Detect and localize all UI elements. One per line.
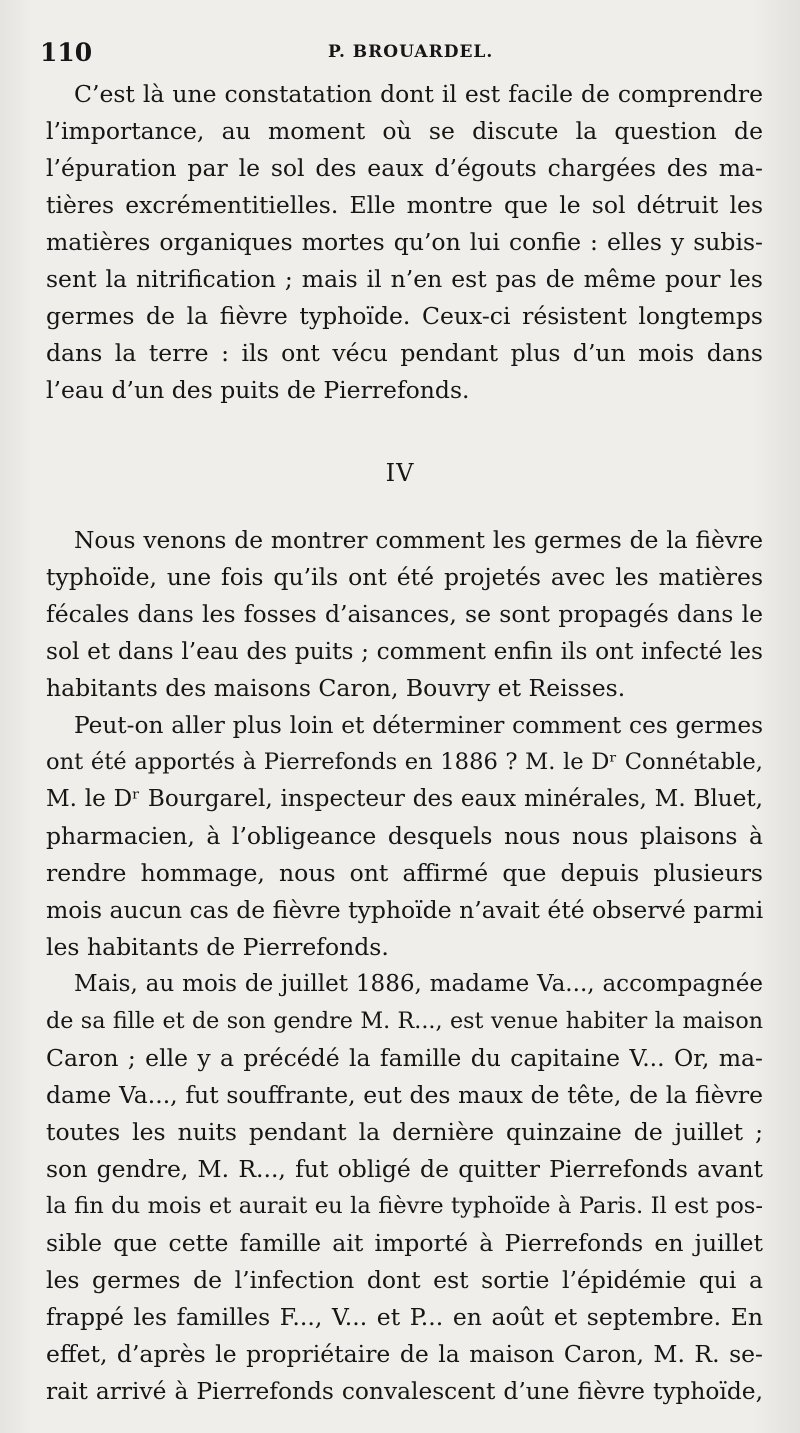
paragraph-4: [46, 966, 763, 1410]
text-line: frappé les familles F..., V... et P... en août et septembre. En: [46, 1303, 763, 1331]
section-heading: IV: [385, 459, 415, 487]
text-line: pharmacien, à l’obligeance desquels nous nous plaisons à: [46, 822, 763, 850]
text-line: l’importance, au moment où se discute la question de: [46, 117, 763, 145]
text-line: rendre hommage, nous ont affirmé que depuis plusieurs: [46, 859, 763, 887]
text-line: toutes les nuits pendant la dernière quinzaine de juillet ;: [46, 1118, 763, 1146]
text-line: fécales dans les fosses d’aisances, se sont propagés dans le: [46, 600, 763, 628]
text-line: l’eau d’un des puits de Pierrefonds.: [46, 376, 470, 404]
text-line: Mais, au mois de juillet 1886, madame Va..., accompagnée: [74, 971, 763, 997]
text-line: dans la terre : ils ont vécu pendant plus d’un mois dans: [46, 339, 763, 367]
text-line: l’épuration par le sol des eaux d’égouts chargées des ma-: [46, 154, 763, 182]
text-line: son gendre, M. R..., fut obligé de quitter Pierrefonds avant: [46, 1155, 763, 1183]
text-line: effet, d’après le propriétaire de la maison Caron, M. R. se-: [46, 1340, 763, 1368]
text-line: M. le Dʳ Bourgarel, inspecteur des eaux minérales, M. Bluet,: [46, 786, 763, 812]
text-line: sent la nitrification ; mais il n’en est pas de même pour les: [46, 265, 763, 293]
section-iv-body: [46, 522, 763, 1410]
text-line: rait arrivé à Pierrefonds convalescent d’une fièvre typhoïde,: [46, 1378, 763, 1405]
text-line: habitants des maisons Caron, Bouvry et Reisses.: [46, 674, 626, 702]
text-line: les habitants de Pierrefonds.: [46, 933, 389, 961]
text-line: tières excrémentitielles. Elle montre que le sol détruit les: [46, 191, 763, 219]
page-header: [40, 38, 760, 74]
text-line: sible que cette famille ait importé à Pierrefonds en juillet: [46, 1229, 763, 1257]
paragraph-3: [46, 707, 763, 966]
text-line: dame Va..., fut souffrante, eut des maux de tête, de la fièvre: [46, 1081, 763, 1109]
text-line: typhoïde, une fois qu’ils ont été projetés avec les matières: [46, 563, 763, 591]
text-line: de sa fille et de son gendre M. R..., est venue habiter la maison: [46, 1008, 763, 1034]
text-line: sol et dans l’eau des puits ; comment enfin ils ont infecté les: [46, 638, 763, 665]
text-line: C’est là une constatation dont il est facile de comprendre: [74, 80, 763, 108]
text-line: les germes de l’infection dont est sortie l’épidémie qui a: [46, 1266, 763, 1294]
text-line: ont été apportés à Pierrefonds en 1886 ? M. le Dʳ Connétable,: [46, 749, 763, 775]
page-number: 110: [40, 38, 93, 67]
text-line: Nous venons de montrer comment les germes de la fièvre: [74, 526, 763, 554]
text-line: mois aucun cas de fièvre typhoïde n’avait été observé parmi: [46, 896, 764, 924]
paragraph-1: [46, 76, 763, 409]
text-line: matières organiques mortes qu’on lui confie : elles y subis-: [46, 228, 763, 256]
paragraph-2: [46, 522, 763, 707]
running-head: P. BROUARDEL.: [328, 42, 494, 62]
text-line: Peut-on aller plus loin et déterminer comment ces germes: [74, 712, 763, 739]
text-line: la fin du mois et aurait eu la fièvre typhoïde à Paris. Il est pos-: [46, 1193, 763, 1219]
text-line: germes de la fièvre typhoïde. Ceux-ci résistent longtemps: [46, 302, 763, 330]
text-line: Caron ; elle y a précédé la famille du capitaine V... Or, ma-: [46, 1044, 763, 1072]
